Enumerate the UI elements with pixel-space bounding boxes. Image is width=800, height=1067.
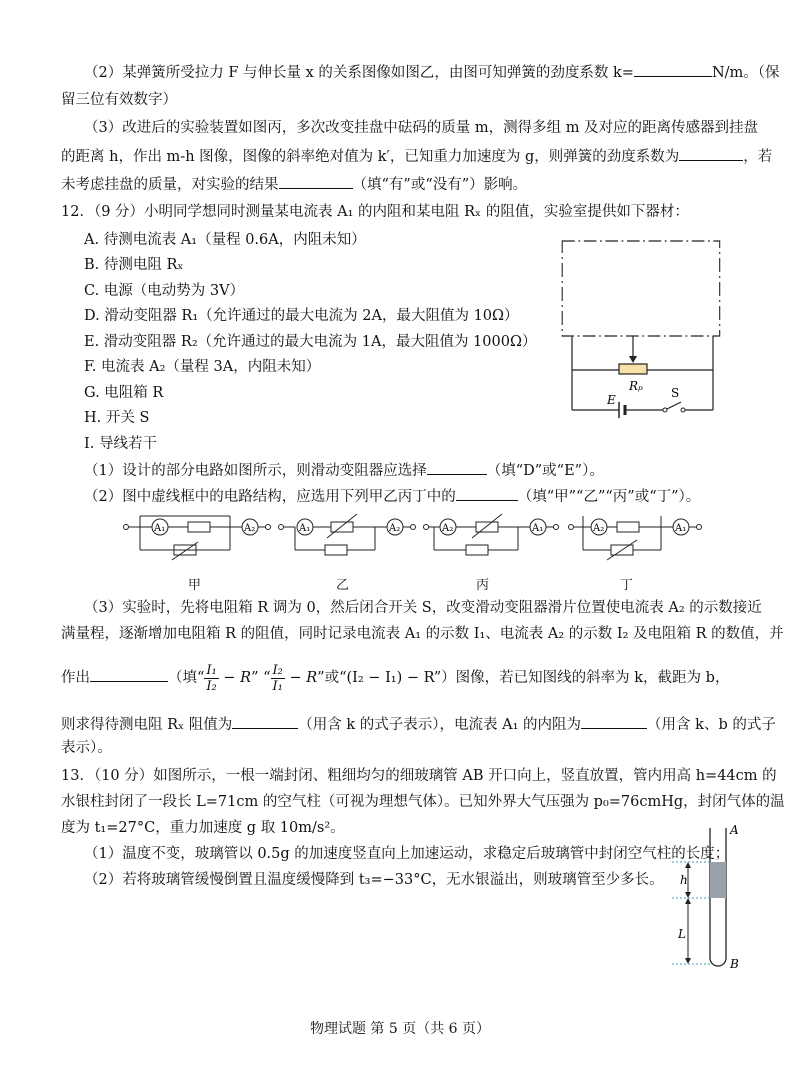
circuit-label-ding: 丁 <box>620 578 634 593</box>
q12-circuit-figure <box>555 238 725 418</box>
answer-blank[interactable] <box>456 486 518 501</box>
q12-sub2: （2）图中虚线框中的电路结构，应选用下列甲乙丙丁中的 （填“甲”“乙”“丙”或“丁”）。 <box>84 486 760 507</box>
candidate-circuits <box>120 510 710 570</box>
q13-sub1: （1）温度不变，玻璃管以 0.5g 的加速度竖直向上加速运动，求稳定后玻璃管中封闭空气柱的长度； <box>84 846 730 862</box>
circuit-yi <box>279 514 416 555</box>
q12-item-a: A. 待测电流表 A₁（量程 0.6A，内阻未知） <box>84 232 366 248</box>
q12-item-f: F. 电流表 A₂（量程 3A，内阻未知） <box>84 359 321 375</box>
svg-text:A₂: A₂ <box>389 523 401 534</box>
svg-text:A₁: A₁ <box>154 523 166 534</box>
glass-tube-figure <box>668 822 748 972</box>
q12-sub3-line1: （3）实验时，先将电阻箱 R 调为 0，然后闭合开关 S，改变滑动变阻器滑片位置使电流表 A₂ 的示数接近 <box>84 600 762 616</box>
answer-blank[interactable] <box>90 667 168 682</box>
dashed-box <box>562 241 720 336</box>
svg-text:A₂: A₂ <box>244 523 256 534</box>
answer-blank[interactable] <box>232 714 298 729</box>
svg-text:A₂: A₂ <box>593 523 605 534</box>
q12-sub1: （1）设计的部分电路如图所示，则滑动变阻器应选择 （填“D”或“E”）。 <box>84 460 760 481</box>
h-label: h <box>680 873 688 887</box>
page-footer: 物理试题 第 5 页（共 6 页） <box>309 1021 491 1037</box>
q11-3-line3: 未考虑挂盘的质量，对实验的结果 （填“有”或“没有”）影响。 <box>61 174 760 195</box>
q12-item-i: I. 导线若干 <box>84 436 157 452</box>
svg-text:A₁: A₁ <box>299 523 311 534</box>
q12-intro: 12．（9 分）小明同学想同时测量某电流表 A₁ 的内阻和某电阻 Rₓ 的阻值，实验室提供如下器材： <box>61 204 689 220</box>
q11-2-line2: 留三位有效数字） <box>61 92 177 108</box>
answer-blank[interactable] <box>679 146 743 161</box>
circuit-label-bing: 丙 <box>476 578 490 593</box>
circuit-label-jia: 甲 <box>188 578 202 593</box>
q12-sub3-line4: 则求得待测电阻 Rₓ 阻值为 （用含 k 的式子表示），电流表 A₁ 的内阻为 （用含 k、b 的式子 <box>61 714 760 735</box>
circuit-bing <box>424 514 559 555</box>
fraction-i1-over-i2: $\frac{\text{I₁}}{\text{I₂}}$ <box>206 662 217 694</box>
q11-3-line2: 的距离 h，作出 m-h 图像，图像的斜率绝对值为 k′，已知重力加速度为 g，则弹簧的劲度系数为 ，若 <box>61 146 760 167</box>
circuit-ding <box>569 516 702 560</box>
q12-item-g: G. 电阻箱 R <box>84 385 164 401</box>
fraction-i2-over-i1: $\frac{\text{I₂}}{\text{I₁}}$ <box>272 662 283 694</box>
q11-2-line1: （2）某弹簧所受拉力 F 与伸长量 x 的关系图像如图乙，由图可知弹簧的劲度系数 k= N/m。（保 <box>84 62 760 83</box>
q11-3-line1: （3）改进后的实验装置如图丙，多次改变挂盘中砝码的质量 m，测得多组 m 及对应的距离传感器到挂盘 <box>84 120 759 136</box>
q12-item-c: C. 电源（电动势为 3V） <box>84 283 245 299</box>
q12-sub3-line2: 满量程，逐渐增加电阻箱 R 的阻值，同时记录电流表 A₁ 的示数 I₁、电流表 A₂ 的示数 I₂ 及电阻箱 R 的数值，并 <box>61 626 784 642</box>
q13-line1: 13．（10 分）如图所示，一根一端封闭、粗细均匀的细玻璃管 AB 开口向上，竖直放置，管内用高 h=44cm 的 <box>61 768 777 784</box>
s-label: S <box>671 386 680 400</box>
circuit-jia <box>124 516 271 560</box>
q13-line3: 度为 t₁=27°C，重力加速度 g 取 10m/s²。 <box>61 820 345 836</box>
q13-sub2: （2）若将玻璃管缓慢倒置且温度缓慢降到 t₃=−33°C，无水银溢出，则玻璃管至少多长。 <box>84 872 664 888</box>
q12-item-b: B. 待测电阻 Rₓ <box>84 257 184 273</box>
svg-text:A₁: A₁ <box>675 523 687 534</box>
e-label: E <box>607 393 616 407</box>
q12-sub3-line3: 作出 （填“ $\frac{\text{I₁}}{\text{I₂}}$ − R” “ $\frac{\text{I₂}}{\text{I₁}}$ − R”或“(I₂ − I₁) − R”）图像，若已知图线的斜率为 k，截距为 b， <box>61 662 730 694</box>
circuit-label-yi: 乙 <box>336 578 350 593</box>
q12-sub3-line5: 表示）。 <box>61 740 112 756</box>
answer-blank[interactable] <box>279 174 353 189</box>
a-label: A <box>730 823 739 837</box>
b-label: B <box>730 957 739 971</box>
answer-blank[interactable] <box>427 460 487 475</box>
q13-line2: 水银柱封闭了一段长 L=71cm 的空气柱（可视为理想气体）。已知外界大气压强为 p₀=76cmHg，封闭气体的温 <box>61 794 785 810</box>
svg-text:A₁: A₁ <box>532 523 544 534</box>
l-label: L <box>678 927 686 941</box>
q12-item-d: D. 滑动变阻器 R₁（允许通过的最大电流为 2A，最大阻值为 10Ω） <box>84 308 519 324</box>
q12-item-e: E. 滑动变阻器 R₂（允许通过的最大电流为 1A，最大阻值为 1000Ω） <box>84 334 537 350</box>
q12-item-h: H. 开关 S <box>84 410 150 426</box>
answer-blank[interactable] <box>581 714 647 729</box>
mercury-column <box>710 862 726 898</box>
rheostat <box>619 364 647 374</box>
answer-blank[interactable] <box>634 62 712 77</box>
rp-label: Rₚ <box>629 379 643 393</box>
svg-text:A₂: A₂ <box>442 523 454 534</box>
